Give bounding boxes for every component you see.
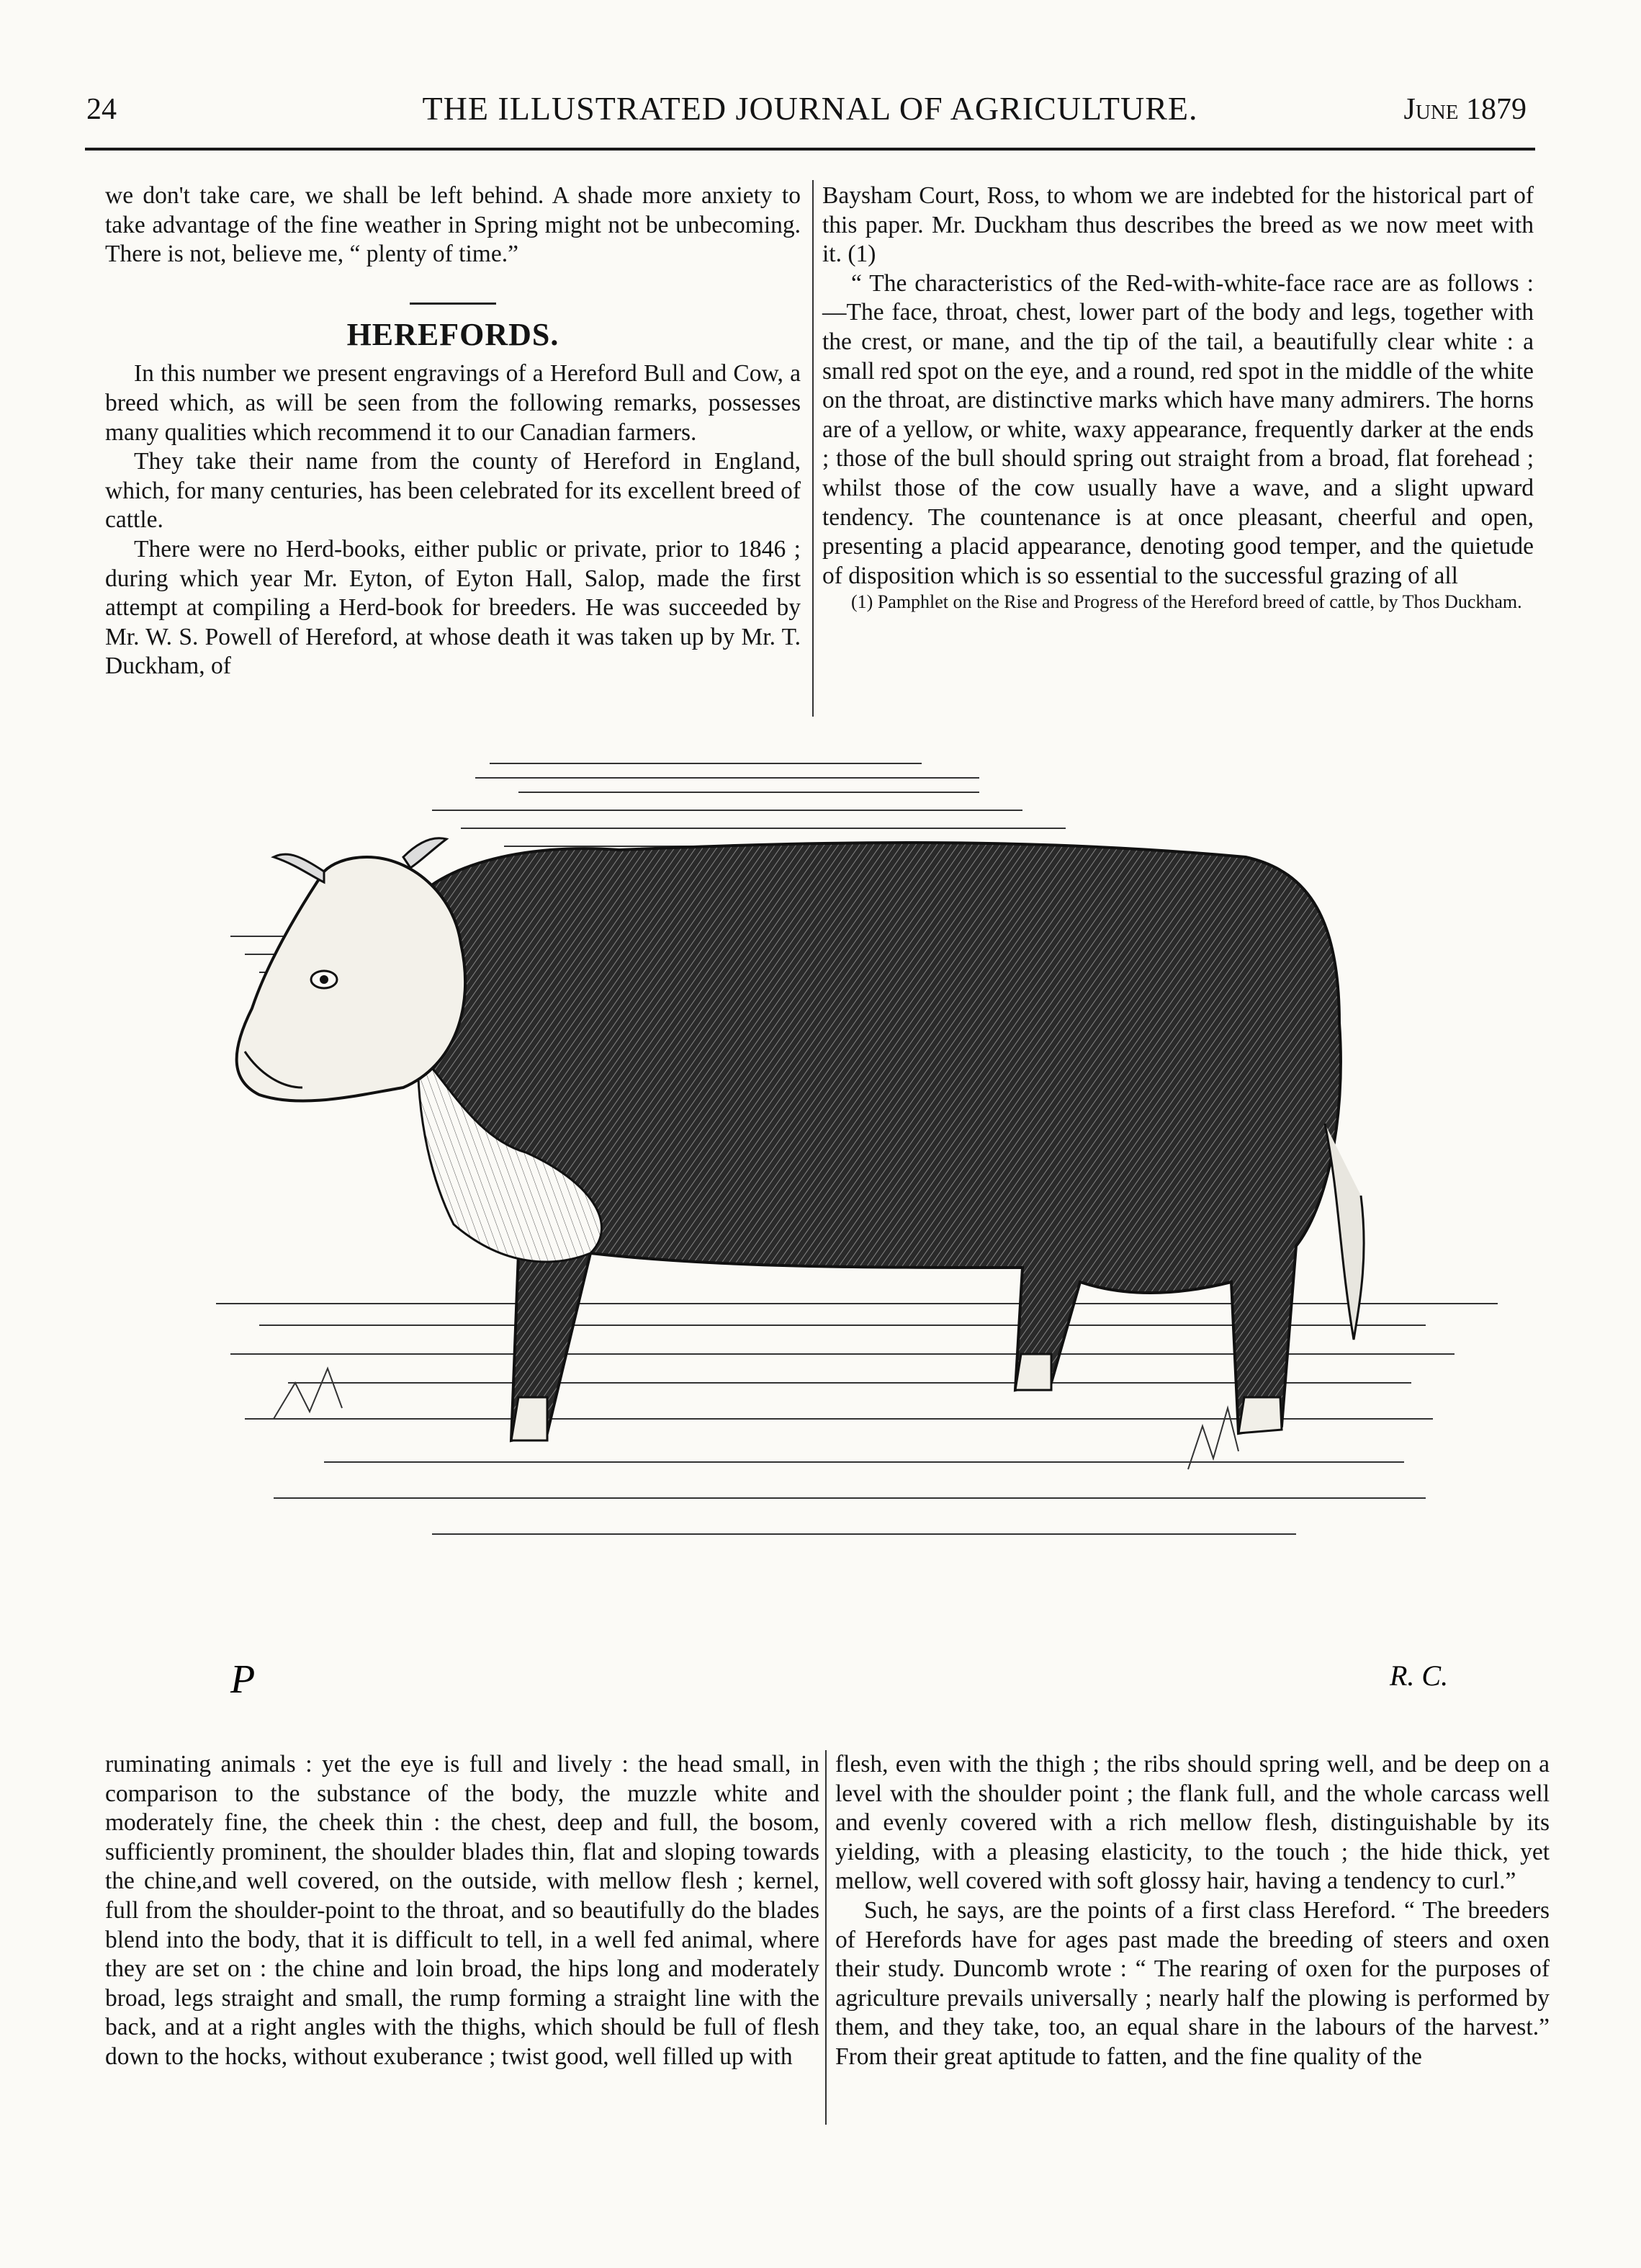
header-rule [85, 148, 1535, 151]
characteristics-paragraph: “ The characteristics of the Red-with-white-face race are as follows :—The face, throat, chest, lower part of the body and legs, together with the crest, or mane, and the tip of the tail, a beautifully clear white : a small red spot on the eye, and a round, red spot in the middle of the white on the throat, are distinctive marks which have many admirers. The horns are of a yellow, or white, waxy appearance, frequently darker at the ends ; those of the bull should spring out straight from a broad, flat forehead ; whilst those of the cow usually have a wave, and a slight upward tendency. The countenance is at once pleasant, cheerful and open, presenting a placid appearance, denoting good temper, and the quietude of disposition which is so essential to the successful grazing of all [822, 269, 1534, 589]
engraver-signature-right: R. C. [1390, 1659, 1449, 1692]
ruminating-paragraph: ruminating animals : yet the eye is full and lively : the head small, in comparison to the substance of the body, the muzzle white and moderately fine, the cheek thin : the chest, deep and full, the bosom, sufficiently prominent, the shoulder blades thin, flat and sloping towards the chine,and well covered, on the outside, with mellow flesh ; kernel, full from the shoulder-point to the throat, and so beautifully do the blades blend into the body, that it is difficult to tell, in a well fed animal, where they are set on : the chine and loin broad, the hips long and moderately broad, legs straight and small, the rump forming a straight line with the back, and at a right angles with the thighs, which should be full of flesh down to the hocks, without exuberance ; twist good, well filled up with [105, 1751, 819, 2070]
bull-hooves [511, 1354, 1282, 1440]
bull-body [403, 843, 1341, 1440]
continued-paragraph: we don't take care, we shall be left behind. A shade more anxiety to take advantage of the fine weather in Spring might not be unbecoming. There is not, believe me, “ plenty of time.” [105, 182, 801, 268]
engraver-signature-left: P [230, 1657, 256, 1702]
name-origin-paragraph: They take their name from the county of Hereford in England, which, for many centuries, has been celebrated for its excellent breed of cattle. [105, 448, 801, 534]
bull-head [237, 857, 465, 1101]
left-column-top [105, 181, 801, 681]
section-title: HEREFORDS. [346, 316, 559, 352]
column-divider-bottom [825, 1750, 827, 2125]
flesh-paragraph: flesh, even with the thigh ; the ribs should spring well, and be deep on a level with the shoulder point ; the flank full, and the whole carcass well and evenly covered with a rich mellow flesh, distinguishable by its yielding, with a pleasing elasticity, to the touch ; the hide thick, yet mellow, well covered with soft glossy hair, having a tendency to curl.” [835, 1751, 1550, 1895]
page-header [86, 86, 1534, 130]
issue-date: June 1879 [1403, 93, 1527, 126]
ground [216, 1304, 1498, 1534]
journal-title: THE ILLUSTRATED JOURNAL OF AGRICULTURE. [422, 90, 1198, 127]
section-divider [410, 302, 496, 305]
right-column-top [822, 181, 1534, 614]
hereford-bull-engraving [216, 749, 1498, 1707]
first-class-paragraph: Such, he says, are the points of a first class Hereford. “ The breeders of Herefords have for ages past made the breeding of steers and oxen their study. Duncomb wrote : “ The rearing of oxen for the purposes of agriculture prevails universally ; nearly half the plowing is performed by them, and they take, too, an equal share in the labours of the harvest.” From their great aptitude to fatten, and the fine quality of the [835, 1896, 1550, 2070]
page-number: 24 [86, 93, 117, 126]
left-column-bottom [105, 1750, 819, 2072]
right-column-bottom [835, 1750, 1550, 2072]
continued-paragraph-right: Baysham Court, Ross, to whom we are indebted for the historical part of this paper. Mr. Duckham thus describes the breed as we now meet with it. (1) [822, 182, 1534, 268]
herd-book-paragraph: There were no Herd-books, either public or private, prior to 1846 ; during which year Mr. Eyton, of Eyton Hall, Salop, made the first attempt at compiling a Herd-book for breeders. He was succeeded by Mr. W. S. Powell of Hereford, at whose death it was taken up by Mr. T. Duckham, of [105, 535, 801, 680]
column-divider-top [812, 180, 814, 717]
footnote: (1) Pamphlet on the Rise and Progress of the Hereford breed of cattle, by Thos Duckham. [851, 591, 1522, 613]
intro-paragraph: In this number we present engravings of a Hereford Bull and Cow, a breed which, as will be seen from the following remarks, possesses many qualities which recommend it to our Canadian farmers. [105, 360, 801, 446]
bull-tail [1325, 1124, 1364, 1340]
